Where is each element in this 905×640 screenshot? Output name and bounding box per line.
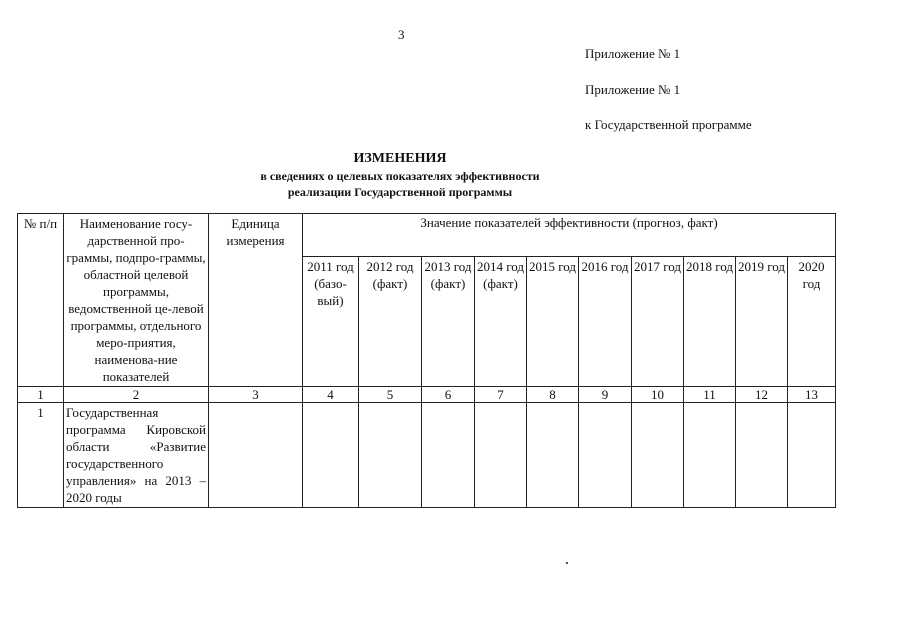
column-number: 1 [18, 387, 64, 403]
column-number: 13 [788, 387, 836, 403]
header-year-2013: 2013 год (факт) [422, 257, 475, 387]
header-name: Наименование госу-дарственной про-граммы, подпро-граммы, областной целевой программы, ведомственной це-левой программы, отдельного меро-приятия, наименова-ние показателей [64, 214, 209, 387]
indicators-table [17, 213, 836, 508]
row-value-2014 [475, 403, 527, 508]
column-number: 5 [359, 387, 422, 403]
column-number: 6 [422, 387, 475, 403]
row-value-2013 [422, 403, 475, 508]
row-value-2011 [303, 403, 359, 508]
header-number: № п/п [18, 214, 64, 387]
column-number: 10 [632, 387, 684, 403]
row-number: 1 [18, 403, 64, 508]
row-value-2016 [579, 403, 632, 508]
scan-speck [566, 562, 568, 564]
row-value-2019 [736, 403, 788, 508]
annex-line-3: к Государственной программе [585, 117, 752, 132]
column-number: 11 [684, 387, 736, 403]
header-year-2012: 2012 год (факт) [359, 257, 422, 387]
row-value-2015 [527, 403, 579, 508]
annex-line-1: Приложение № 1 [585, 46, 681, 61]
header-row-1 [18, 214, 836, 257]
row-unit [209, 403, 303, 508]
table-row [18, 403, 836, 508]
row-value-2017 [632, 403, 684, 508]
document-title: ИЗМЕНЕНИЯ [353, 151, 447, 166]
column-number: 9 [579, 387, 632, 403]
column-number: 8 [527, 387, 579, 403]
row-value-2012 [359, 403, 422, 508]
column-number: 3 [209, 387, 303, 403]
column-number: 7 [475, 387, 527, 403]
annex-line-2: Приложение № 1 [585, 82, 681, 97]
header-year-2017: 2017 год [632, 257, 684, 387]
row-value-2020 [788, 403, 836, 508]
header-year-2020: 2020 год [788, 257, 836, 387]
column-numbers-row [18, 387, 836, 403]
column-number: 4 [303, 387, 359, 403]
header-year-2011: 2011 год (базо-вый) [303, 257, 359, 387]
column-number: 2 [64, 387, 209, 403]
document-subtitle-2: реализации Государственной программы [287, 185, 513, 199]
row-value-2018 [684, 403, 736, 508]
document-subtitle-1: в сведениях о целевых показателях эффективности [260, 169, 540, 183]
header-unit: Единица измерения [209, 214, 303, 387]
page-number: 3 [398, 27, 405, 42]
column-number: 12 [736, 387, 788, 403]
header-year-2019: 2019 год [736, 257, 788, 387]
header-values-group: Значение показателей эффективности (прогноз, факт) [303, 214, 836, 257]
header-year-2018: 2018 год [684, 257, 736, 387]
header-year-2014: 2014 год (факт) [475, 257, 527, 387]
row-program-name: Государственная программа Кировской области «Развитие государственного управления» на 2013 – 2020 годы [64, 403, 209, 508]
header-year-2015: 2015 год [527, 257, 579, 387]
header-year-2016: 2016 год [579, 257, 632, 387]
